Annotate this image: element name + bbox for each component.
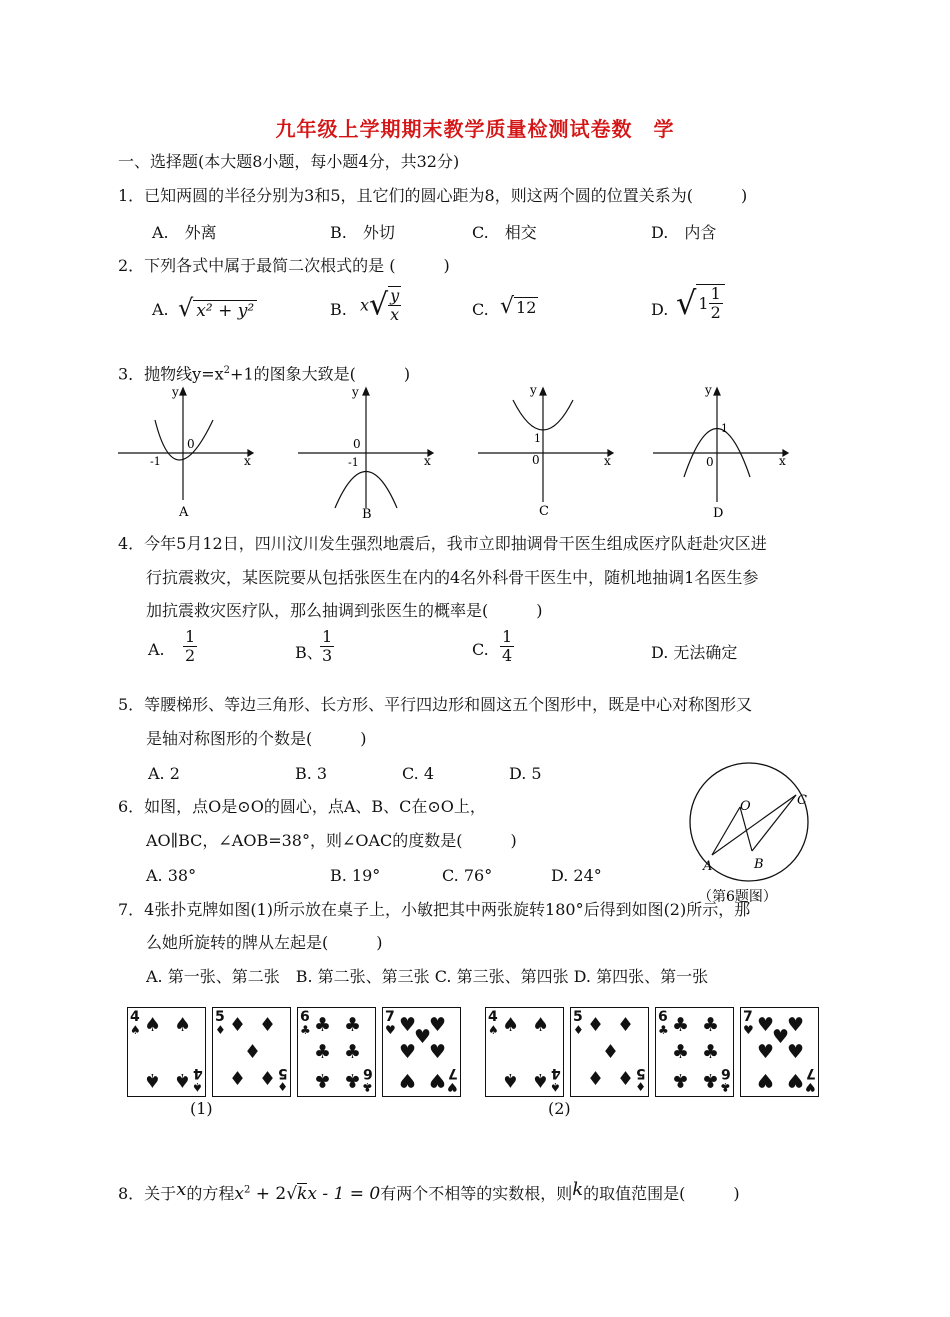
figure-6-caption: （第6题图） <box>698 889 777 905</box>
graph-b-origin: 0 <box>353 437 361 451</box>
graph-b-x: x <box>424 454 431 468</box>
q4-option-b-frac: $\frac{1}{3}$ <box>322 627 333 665</box>
graph-a <box>118 388 253 500</box>
question-5-line-1: 5．等腰梯形、等边三角形、长方形、平行四边形和圆这五个图形中，既是中心对称图形又 <box>118 695 753 714</box>
card-set2-6-clubs: 6 ♣ ♣ ♣ ♣ ♣ ♣ ♣ 6 ♣ <box>655 1007 734 1097</box>
point-a-label: A <box>703 859 713 874</box>
q5-option-a: A. 2 <box>148 764 180 783</box>
q4-option-a-label: A. <box>148 640 165 659</box>
circle-figure <box>680 752 820 905</box>
question-7-line-1: 7．4张扑克牌如图(1)所示放在桌子上，小敏把其中两张旋转180°后得到如图(2)所示，那 <box>118 900 751 919</box>
q2-option-d-expr: √ 1 $\frac{1}{2}$ <box>676 284 725 322</box>
page-title: 九年级上学期期末教学质量检测试卷数 学 <box>275 117 675 141</box>
q5-option-b: B. 3 <box>295 764 328 783</box>
question-8-stem: 8．关于x的方程$x^2 + 2√kx - 1 = 0$有两个不相等的实数根，则k的取值范围是( ) <box>118 1179 740 1204</box>
point-b-label: B <box>754 857 764 872</box>
question-2-stem: 2．下列各式中属于最简二次根式的是 ( ) <box>118 256 450 275</box>
q6-option-c: C. 76° <box>442 866 493 885</box>
card-set1-6-clubs: 6 ♣ ♣ ♣ ♣ ♣ ♣ ♣ 6 ♣ <box>297 1007 376 1097</box>
point-c-label: C <box>797 793 807 808</box>
graph-b-label: B <box>362 507 372 522</box>
graph-c-label: C <box>539 504 549 519</box>
card-set2-5-diamonds: 5 ♦ ♦ ♦ ♦ ♦ ♦ 5 ♦ <box>570 1007 649 1097</box>
q1-option-a: A. 外离 <box>152 223 217 242</box>
graph-a-y: y <box>172 385 179 399</box>
q2-option-b-expr: x√ $\frac{y}{x}$ <box>360 286 400 324</box>
card-set1-7-hearts: 7 ♥ ♥ ♥ ♥ ♥ ♥ ♥ ♥ 7 ♥ <box>382 1007 461 1097</box>
graph-a-tick: -1 <box>150 455 161 468</box>
q4-option-a-frac: $\frac{1}{2}$ <box>185 627 196 665</box>
graph-d-y: y <box>705 383 712 397</box>
graph-d-origin: 0 <box>706 455 714 469</box>
graph-c-origin: 0 <box>532 453 540 467</box>
card-set2-7-hearts: 7 ♥ ♥ ♥ ♥ ♥ ♥ ♥ ♥ 7 ♥ <box>740 1007 819 1097</box>
q2-option-a-expr: √ x² + y² <box>178 294 257 322</box>
q2-option-a-label: A. <box>152 300 169 319</box>
question-1-stem: 1．已知两圆的半径分别为3和5，且它们的圆心距为8，则这两个圆的位置关系为( ) <box>118 186 748 205</box>
question-7-line-2: 么她所旋转的牌从左起是( ) <box>146 933 383 952</box>
q4-option-d: D. 无法确定 <box>651 643 738 662</box>
graph-a-x: x <box>244 454 251 468</box>
question-5-line-2: 是轴对称图形的个数是( ) <box>146 729 367 748</box>
cards-caption-1: (1) <box>190 1099 213 1118</box>
graph-c-y: y <box>530 383 537 397</box>
q6-option-b: B. 19° <box>330 866 381 885</box>
q2-option-c-label: C. <box>472 300 489 319</box>
q1-option-d: D. 内含 <box>651 223 717 242</box>
q4-option-c-frac: $\frac{1}{4}$ <box>502 627 513 665</box>
q7-options: A. 第一张、第二张 B. 第二张、第三张 C. 第三张、第四张 D. 第四张、第一张 <box>146 967 709 986</box>
q2-option-b-label: B. <box>330 300 347 319</box>
graph-c-x: x <box>604 454 611 468</box>
q2-option-d-label: D. <box>651 300 669 319</box>
graph-b-y: y <box>352 385 359 399</box>
point-o-label: O <box>740 799 751 814</box>
graph-a-label: A <box>179 505 189 520</box>
q2-option-c-expr: √ 12 <box>500 294 537 319</box>
q1-option-c: C. 相交 <box>472 223 537 242</box>
graph-b-tick: -1 <box>348 456 359 469</box>
question-4-line-2: 行抗震救灾，某医院要从包括张医生在内的4名外科骨干医生中，随机地抽调1名医生参 <box>146 568 759 587</box>
question-4-line-3: 加抗震救灾医疗队，那么抽调到张医生的概率是( ) <box>146 601 543 620</box>
graph-d <box>653 388 788 502</box>
card-set1-4-spades: 4 ♠ ♠ ♠ ♠ ♠ 4 ♠ <box>127 1007 206 1097</box>
graph-a-origin: 0 <box>187 437 195 451</box>
question-4-line-1: 4．今年5月12日，四川汶川发生强烈地震后，我市立即抽调骨干医生组成医疗队赶赴灾区进 <box>118 534 767 553</box>
q6-option-d: D. 24° <box>551 866 602 885</box>
card-set2-4-spades: 4 ♠ ♠ ♠ ♠ ♠ 4 ♠ <box>485 1007 564 1097</box>
q4-option-b-label: B、 <box>295 643 323 662</box>
section-heading: 一、选择题(本大题8小题，每小题4分，共32分) <box>118 152 460 171</box>
cards-caption-2: (2) <box>548 1099 571 1118</box>
q5-option-c: C. 4 <box>402 764 435 783</box>
q4-option-c-label: C. <box>472 640 489 659</box>
graph-d-label: D <box>713 506 724 521</box>
graph-c-tick: 1 <box>534 432 541 445</box>
question-6-line-2: AO∥BC，∠AOB=38°，则∠OAC的度数是( ) <box>146 831 517 850</box>
q5-option-d: D. 5 <box>509 764 542 783</box>
graph-c <box>478 388 613 502</box>
q6-option-a: A. 38° <box>146 866 197 885</box>
q1-option-b: B. 外切 <box>330 223 395 242</box>
question-6-line-1: 6．如图，点O是⊙O的圆心，点A、B、C在⊙O上， <box>118 797 486 816</box>
graph-b <box>298 388 433 508</box>
card-set1-5-diamonds: 5 ♦ ♦ ♦ ♦ ♦ ♦ 5 ♦ <box>212 1007 291 1097</box>
graph-d-x: x <box>779 454 786 468</box>
question-3-stem: 3．抛物线$y=x^2+1$的图象大致是( ) <box>118 364 411 384</box>
graph-d-tick: 1 <box>721 422 728 435</box>
parabola-graphs <box>0 380 950 520</box>
